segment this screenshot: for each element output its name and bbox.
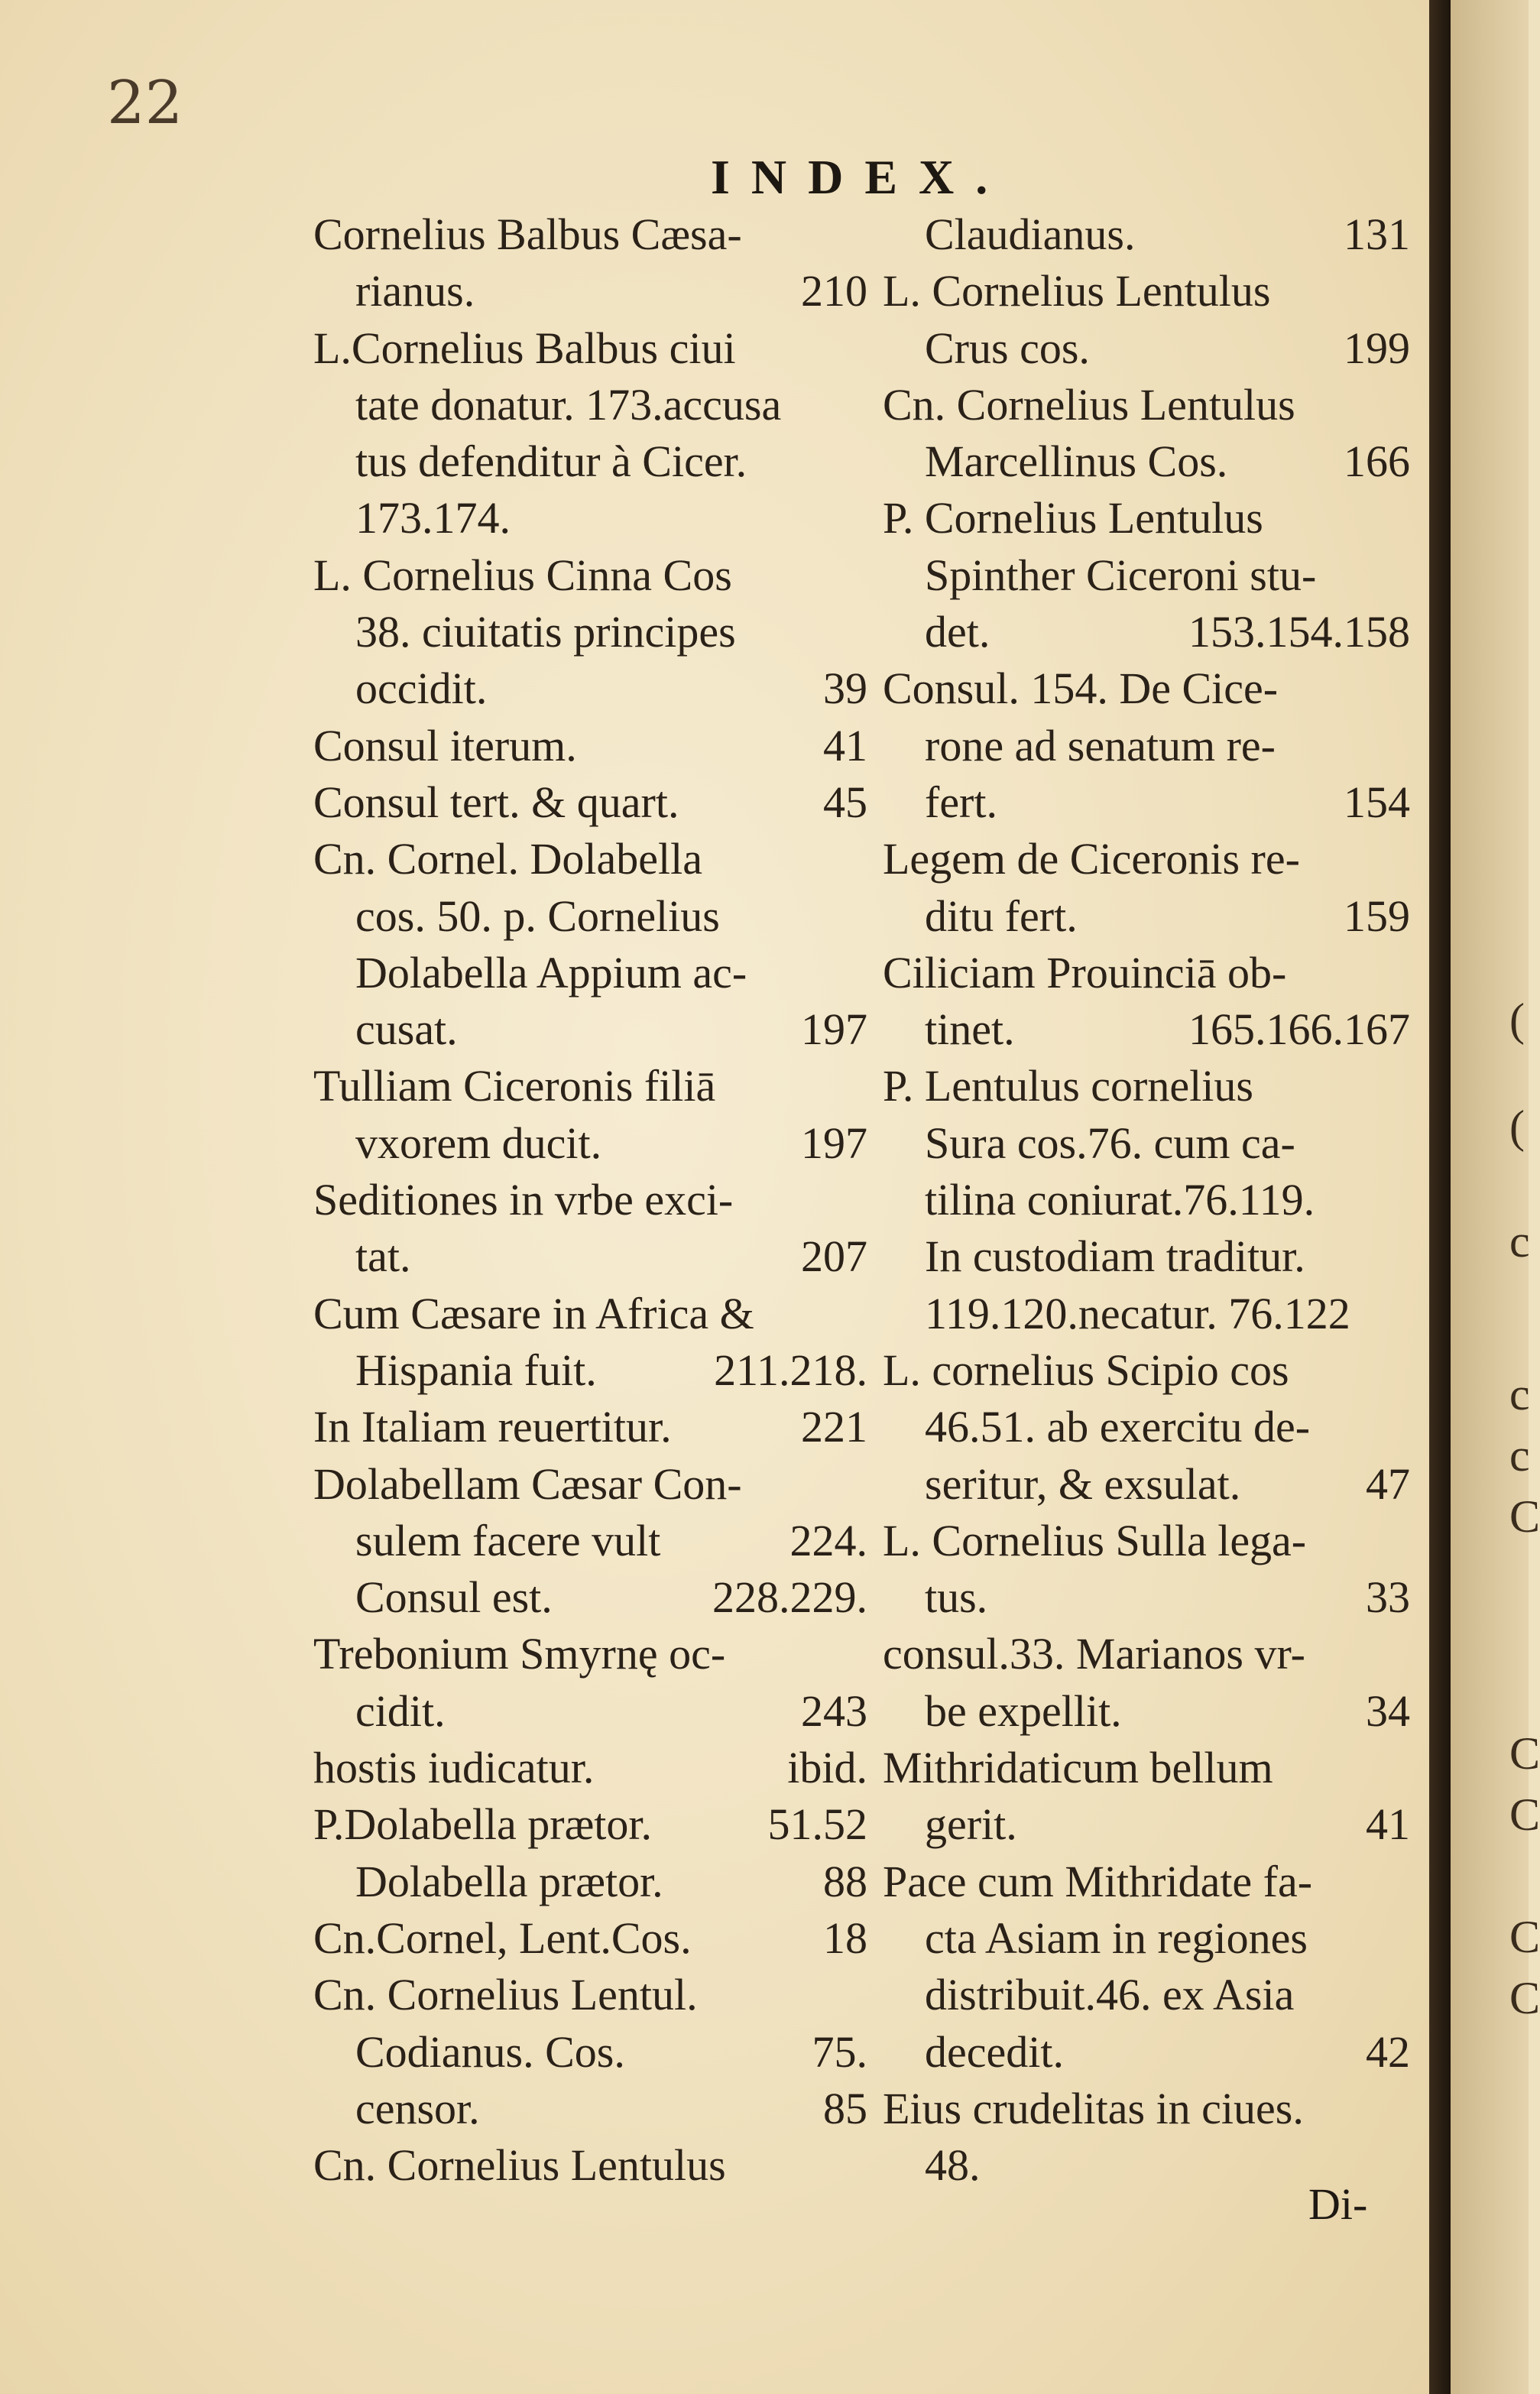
entry-text: Sura cos.76. cum ca- xyxy=(925,1118,1295,1168)
index-entry-line xyxy=(890,206,1410,263)
page-reference: 228.229. xyxy=(712,1572,867,1623)
entry-text: P.Dolabella prætor. xyxy=(313,1799,653,1850)
entry-text: Mithridaticum bellum xyxy=(883,1743,1273,1793)
entry-text: Consul iterum. xyxy=(313,720,577,770)
index-entry-line xyxy=(321,1513,867,1569)
index-entry-line xyxy=(883,945,1410,1001)
entry-text: 173.174. xyxy=(355,493,511,543)
entry-text: L.Cornelius Balbus ciui xyxy=(313,323,736,373)
facing-page-letter: C xyxy=(1509,1728,1540,1779)
index-entry-line xyxy=(890,547,1410,604)
index-entry-line xyxy=(883,1626,1410,1682)
index-entry-line xyxy=(883,377,1410,433)
index-entry-line xyxy=(313,774,867,831)
index-entry-line xyxy=(890,1399,1410,1455)
page-reference: 75. xyxy=(812,2026,867,2077)
index-entry-line xyxy=(313,1910,867,1967)
facing-page-edge xyxy=(1451,0,1540,2394)
catchword: Di- xyxy=(1308,2179,1368,2229)
facing-page-letter: C xyxy=(1509,1912,1540,1962)
page-reference: 41 xyxy=(823,720,867,770)
index-entry-line xyxy=(890,1172,1410,1228)
entry-text: Dolabellam Cæsar Con- xyxy=(313,1458,742,1509)
index-entry-line xyxy=(313,1456,867,1513)
index-entry-line xyxy=(313,1740,867,1796)
index-entry-line xyxy=(313,2137,867,2194)
entry-text: Crus cos. xyxy=(925,323,1090,373)
index-entry-line xyxy=(313,547,867,604)
index-entry-line xyxy=(321,1342,867,1399)
entry-text: Seditiones in vrbe exci- xyxy=(313,1175,734,1225)
index-entry-line xyxy=(313,1172,867,1228)
entry-text: vxorem ducit. xyxy=(355,1118,602,1168)
entry-text: cta Asiam in regiones xyxy=(925,1912,1308,1963)
page-reference: 153.154.158 xyxy=(1188,607,1410,657)
index-entry-line xyxy=(321,377,867,433)
index-entry-line xyxy=(890,604,1410,660)
index-entry-line xyxy=(883,660,1410,717)
index-entry-line xyxy=(890,2024,1410,2081)
entry-text: sulem facere vult xyxy=(355,1515,661,1565)
index-column-right xyxy=(883,206,1410,2194)
entry-text: censor. xyxy=(355,2083,480,2133)
entry-text: rianus. xyxy=(355,266,475,316)
index-entry-line xyxy=(321,1115,867,1172)
index-entry-line xyxy=(313,320,867,377)
index-entry-line xyxy=(321,1228,867,1285)
entry-text: fert. xyxy=(925,777,997,827)
index-entry-line xyxy=(883,263,1410,320)
page-reference: 165.166.167 xyxy=(1188,1004,1410,1055)
entry-text: decedit. xyxy=(925,2026,1064,2077)
entry-text: tate donatur. 173.accusa xyxy=(355,379,782,430)
entry-text: rone ad senatum re- xyxy=(925,720,1276,770)
entry-text: cos. 50. p. Cornelius xyxy=(355,890,720,941)
entry-text: 119.120.necatur. 76.122 xyxy=(925,1288,1350,1338)
page-reference: 131 xyxy=(1344,209,1410,259)
entry-text: 46.51. ab exercitu de- xyxy=(925,1402,1311,1452)
entry-text: tilina coniurat.76.119. xyxy=(925,1175,1315,1225)
page-reference: 211.218. xyxy=(714,1345,867,1395)
entry-text: Consul. 154. De Cice- xyxy=(883,663,1279,714)
entry-text: tus defenditur à Cicer. xyxy=(355,436,747,487)
entry-text: Marcellinus Cos. xyxy=(925,436,1228,487)
entry-text: hostis iudicatur. xyxy=(313,1743,595,1793)
entry-text: Consul est. xyxy=(355,1572,553,1623)
facing-page-letter: ( xyxy=(1509,994,1525,1045)
page-reference: 197 xyxy=(801,1118,867,1168)
entry-text: Codianus. Cos. xyxy=(355,2026,625,2077)
facing-page-letter: c xyxy=(1509,1216,1530,1267)
index-column-left xyxy=(313,206,867,2194)
index-entry-line xyxy=(321,263,867,320)
index-entry-line xyxy=(890,1001,1410,1058)
index-entry-line xyxy=(313,831,867,887)
entry-text: tat. xyxy=(355,1231,411,1282)
entry-text: Cn.Cornel, Lent.Cos. xyxy=(313,1912,692,1963)
book-gutter xyxy=(1429,0,1451,2394)
entry-text: tinet. xyxy=(925,1004,1015,1055)
entry-text: tus. xyxy=(925,1572,988,1623)
index-entry-line xyxy=(321,660,867,717)
entry-text: Cn. Cornelius Lentulus xyxy=(883,379,1295,430)
entry-text: P. Cornelius Lentulus xyxy=(883,493,1263,543)
index-entry-line xyxy=(313,718,867,774)
entry-text: Cum Cæsare in Africa & xyxy=(313,1288,754,1338)
entry-text: P. Lentulus cornelius xyxy=(883,1061,1253,1111)
page-reference: 166 xyxy=(1344,436,1410,487)
index-entry-line xyxy=(883,1513,1410,1569)
entry-text: occidit. xyxy=(355,663,488,714)
index-entry-line xyxy=(890,1796,1410,1853)
page-reference: 42 xyxy=(1366,2026,1410,2077)
index-entry-line xyxy=(883,1740,1410,1796)
page-reference: 224. xyxy=(789,1515,867,1565)
entry-text: L. Cornelius Lentulus xyxy=(883,266,1271,316)
index-entry-line xyxy=(883,2081,1410,2137)
entry-text: Spinther Ciceroni stu- xyxy=(925,550,1317,600)
facing-page-letter: C xyxy=(1509,1973,1540,2023)
index-entry-line xyxy=(321,1001,867,1058)
index-entry-line xyxy=(883,490,1410,547)
index-entry-line xyxy=(890,1683,1410,1740)
entry-text: Cn. Cornelius Lentulus xyxy=(313,2140,726,2191)
index-entry-line xyxy=(321,1854,867,1910)
folio-number: 22 xyxy=(107,69,183,138)
index-entry-line xyxy=(890,718,1410,774)
entry-text: Cn. Cornel. Dolabella xyxy=(313,834,703,884)
index-entry-line xyxy=(313,206,867,263)
entry-text: Trebonium Smyrnę oc- xyxy=(313,1629,726,1679)
page-reference: 88 xyxy=(823,1856,867,1906)
page-reference: 33 xyxy=(1366,1572,1410,1623)
entry-text: consul.33. Marianos vr- xyxy=(883,1629,1305,1679)
index-entry-line xyxy=(313,1626,867,1682)
entry-text: Dolabella Appium ac- xyxy=(355,947,747,998)
entry-text: be expellit. xyxy=(925,1685,1122,1736)
index-entry-line xyxy=(890,320,1410,377)
index-entry-line xyxy=(321,1569,867,1626)
index-entry-line xyxy=(321,2024,867,2081)
entry-text: Cornelius Balbus Cæsa- xyxy=(313,209,742,259)
entry-text: distribuit.46. ex Asia xyxy=(925,1970,1295,2020)
index-entry-line xyxy=(883,1854,1410,1910)
entry-text: Hispania fuit. xyxy=(355,1345,597,1395)
index-entry-line xyxy=(883,1342,1410,1399)
page-reference: 199 xyxy=(1344,323,1410,373)
index-entry-line xyxy=(321,888,867,945)
entry-text: L. cornelius Scipio cos xyxy=(883,1345,1289,1395)
page-reference: 18 xyxy=(823,1912,867,1963)
entry-text: In custodiam traditur. xyxy=(925,1231,1305,1282)
entry-text: det. xyxy=(925,607,990,657)
page-reference: 159 xyxy=(1344,890,1410,941)
index-entry-line xyxy=(321,604,867,660)
entry-text: ditu fert. xyxy=(925,890,1078,941)
entry-text: L. Cornelius Sulla lega- xyxy=(883,1515,1307,1565)
entry-text: In Italiam reuertitur. xyxy=(313,1402,672,1452)
facing-page-letter: C xyxy=(1509,1491,1540,1542)
facing-page-letter: C xyxy=(1509,1789,1540,1840)
entry-text: cidit. xyxy=(355,1685,446,1736)
facing-page-letter: c xyxy=(1509,1430,1530,1481)
entry-text: Dolabella prætor. xyxy=(355,1856,663,1906)
entry-text: Legem de Ciceronis re- xyxy=(883,834,1300,884)
running-head: INDEX. xyxy=(711,150,1010,204)
page-reference: 85 xyxy=(823,2083,867,2133)
index-entry-line xyxy=(321,490,867,547)
index-entry-line xyxy=(883,1058,1410,1114)
index-entry-line xyxy=(890,774,1410,831)
page-reference: ibid. xyxy=(787,1743,867,1793)
index-entry-line xyxy=(890,1456,1410,1513)
entry-text: Ciliciam Prouinciā ob- xyxy=(883,947,1287,998)
entry-text: gerit. xyxy=(925,1799,1017,1850)
index-entry-line xyxy=(313,1058,867,1114)
facing-page-letter: ( xyxy=(1509,1101,1525,1152)
entry-text: Pace cum Mithridate fa- xyxy=(883,1856,1313,1906)
index-entry-line xyxy=(890,1910,1410,1967)
index-entry-line xyxy=(321,945,867,1001)
entry-text: Claudianus. xyxy=(925,209,1136,259)
page-reference: 221 xyxy=(801,1402,867,1452)
index-entry-line xyxy=(890,1967,1410,2023)
entry-text: 48. xyxy=(925,2140,981,2191)
index-entry-line xyxy=(890,1228,1410,1285)
page-reference: 210 xyxy=(801,266,867,316)
entry-text: Consul tert. & quart. xyxy=(313,777,679,827)
index-entry-line xyxy=(321,2081,867,2137)
index-entry-line xyxy=(313,1967,867,2023)
page-reference: 207 xyxy=(801,1231,867,1282)
index-entry-line xyxy=(890,1115,1410,1172)
index-entry-line xyxy=(321,433,867,490)
page-reference: 243 xyxy=(801,1685,867,1736)
entry-text: Eius crudelitas in ciues. xyxy=(883,2083,1304,2133)
page-reference: 197 xyxy=(801,1004,867,1055)
index-entry-line xyxy=(890,888,1410,945)
index-entry-line xyxy=(890,1286,1410,1342)
index-entry-line xyxy=(890,433,1410,490)
page-reference: 41 xyxy=(1366,1799,1410,1850)
index-entry-line xyxy=(313,1286,867,1342)
entry-text: Cn. Cornelius Lentul. xyxy=(313,1970,698,2020)
index-entry-line xyxy=(883,831,1410,887)
page-reference: 47 xyxy=(1366,1458,1410,1509)
entry-text: 38. ciuitatis principes xyxy=(355,607,736,657)
page-reference: 154 xyxy=(1344,777,1410,827)
entry-text: cusat. xyxy=(355,1004,458,1055)
index-entry-line xyxy=(313,1399,867,1455)
entry-text: L. Cornelius Cinna Cos xyxy=(313,550,732,600)
entry-text: seritur, & exsulat. xyxy=(925,1458,1241,1509)
page-reference: 51.52 xyxy=(767,1799,867,1850)
page-reference: 34 xyxy=(1366,1685,1410,1736)
index-entry-line xyxy=(890,1569,1410,1626)
page-reference: 39 xyxy=(823,663,867,714)
page-reference: 45 xyxy=(823,777,867,827)
entry-text: Tulliam Ciceronis filiā xyxy=(313,1061,716,1111)
index-entry-line xyxy=(321,1683,867,1740)
facing-page-letter: c xyxy=(1509,1369,1530,1419)
index-entry-line xyxy=(313,1796,867,1853)
